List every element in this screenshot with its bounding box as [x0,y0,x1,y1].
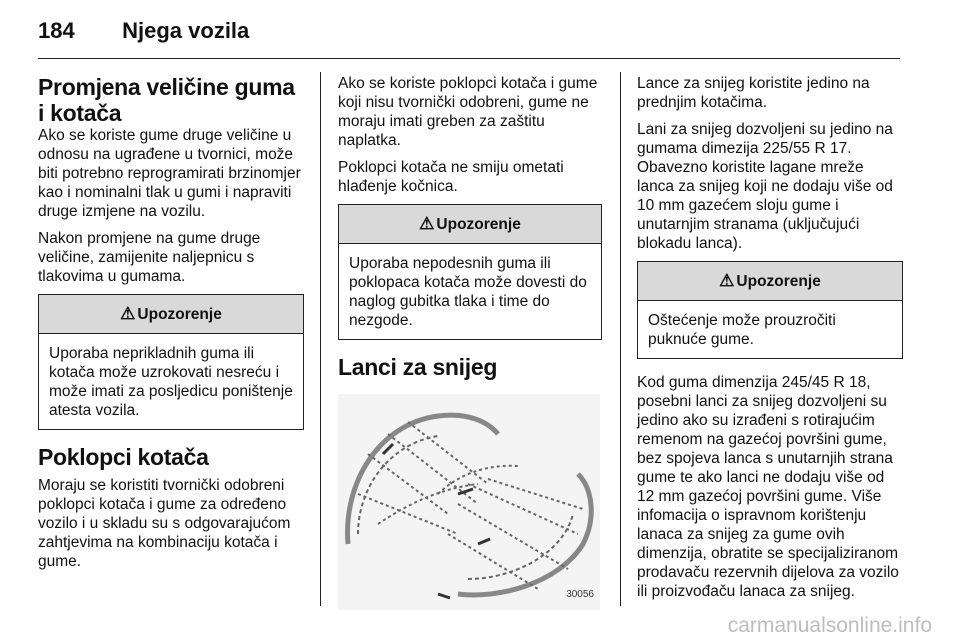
column-3 [637,74,903,609]
paragraph: Poklopci kotača ne smiju ometati hlađenje kočnica. [338,159,564,195]
heading-wheel-covers: Poklopci kotača [38,444,209,470]
watermark: carmanualsonline.info [727,614,932,637]
header-rule [38,58,900,59]
warning-title: ⚠ Upozorenje [339,205,601,244]
paragraph: Nakon promjene na gume druge veličine, zamijenite naljepnicu s tlakovima u gumama. [38,230,261,285]
heading-tyre-size: Promjena veličine guma i kotača [38,74,295,126]
page-number: 184 [38,18,75,43]
paragraph: Kod guma dimenzija 245/45 R 18, posebni lanci za snijeg dozvoljeni su jedino ako su izrađeni s rotirajućim remenom na gazećoj površini gume, bez spojeva lanca s unutarnjih strana gume te ako lanci ne dodaju više od 12 mm gazećoj površini gume. Više infomacija o ispravnom korištenju lanaca za snijeg za gume ovih dimenzija, obratite se specijaliziranom prodavaču rezervnih dijelova za vozilo ili proizvođaču lanaca za snijeg. [637,374,899,600]
warning-text: Oštećenje može prouzročiti puknuće gume. [648,312,836,348]
column-1 [38,74,304,579]
warning-triangle-icon: ⚠ [419,214,435,233]
paragraph: Ako se koriste poklopci kotača i gume koji nisu tvornički odobreni, gume ne moraju imati greben za zaštitu naplatka. [338,75,598,149]
paragraph: Lance za snijeg koristite jedino na prednjim kotačima. [637,75,870,111]
heading-snow-chains: Lanci za snijeg [338,354,498,380]
figure-code: 30056 [566,589,594,600]
column-divider-2 [620,72,621,606]
warning-box [637,261,903,359]
chapter-title: Njega vozila [122,18,250,43]
snow-chain-drawing [338,394,600,610]
warning-title: ⚠ Upozorenje [39,295,303,334]
snow-chain-illustration [338,394,600,610]
warning-triangle-icon: ⚠ [120,304,136,323]
paragraph: Lani za snijeg dozvoljeni su jedino na gumama dimezija 225/55 R 17. Obavezno koristite lagane mreže lanca za snijeg koji ne dodaju više od 10 mm gazećem sloju gume i unutarnjim stranama (uključujući blokadu lanca). [637,121,893,252]
paragraph: Moraju se koristiti tvornički odobreni poklopci kotača i gume za određeno vozilo i u skladu su s odgovarajućom zahtjevima na kombinaciju kotača i gume. [38,477,291,570]
warning-text: Uporaba neprikladnih guma ili kotača može uzrokovati nesreću i može imati za posljedicu poništenje atesta vozila. [49,345,293,419]
warning-triangle-icon: ⚠ [719,271,735,290]
paragraph: Ako se koriste gume druge veličine u odnosu na ugrađene u tvornici, može biti potrebno reprogramirati brzinomjer kao i nominalni tlak u gumi i napraviti druge izmjene na vozilu. [38,127,301,220]
column-2 [338,74,602,610]
warning-box [38,294,304,430]
warning-title: ⚠ Upozorenje [638,262,902,301]
warning-text: Uporaba nepodesnih guma ili poklopaca kotača može dovesti do naglog gubitka tlaka i time do nezgode. [349,255,587,329]
warning-box [338,204,602,340]
page-header [38,18,249,44]
column-divider-1 [320,72,321,606]
